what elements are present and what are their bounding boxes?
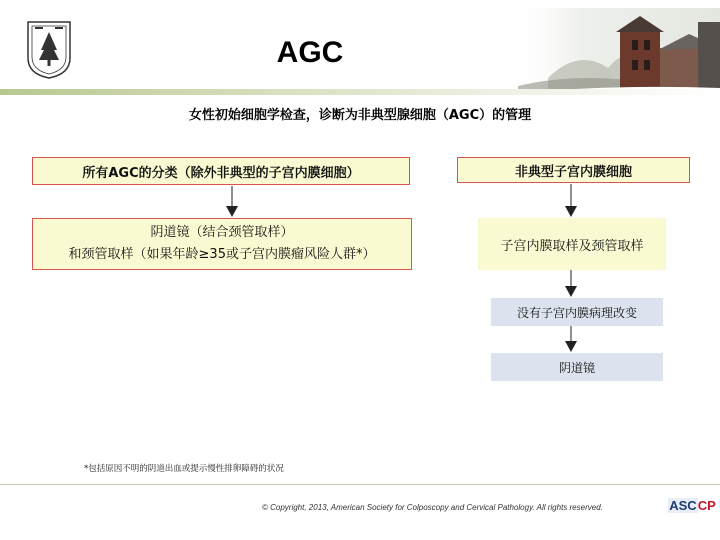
arrow-down-icon [224, 186, 240, 218]
arrow-down-icon [563, 270, 579, 298]
logo-part-1: ASC [669, 497, 697, 513]
footer-divider [0, 484, 720, 485]
arrow-down-icon [563, 184, 579, 218]
left-category-box: 所有AGC的分类（除外非典型的子宫内膜细胞） [32, 157, 410, 185]
right-category-box: 非典型子宫内膜细胞 [457, 157, 690, 183]
tower-photo [508, 8, 720, 94]
copyright-text: © Copyright, 2013, American Society for Colposcopy and Cervical Pathology. All rights reserved. [262, 503, 603, 512]
asccp-logo [668, 496, 716, 514]
left-step-box [32, 218, 412, 270]
arrow-down-icon [563, 326, 579, 353]
diagram-subtitle: 女性初始细胞学检查，诊断为非典型腺细胞（AGC）的管理 [188, 108, 532, 123]
right-step2-box: 没有子宫内膜病理改变 [491, 298, 663, 326]
right-step1-box: 子宫内膜取样及颈管取样 [478, 218, 666, 270]
right-step3-box: 阴道镜 [491, 353, 663, 381]
left-step-line2: 和颈管取样（如果年龄≥35或子宫内膜瘤风险人群*） [68, 247, 376, 262]
logo-part-2: CP [697, 497, 716, 513]
footnote: *包括原因不明的阴道出血或提示慢性排卵障碍的状况 [84, 464, 284, 474]
left-step-line1: 阴道镜（结合颈管取样） [150, 225, 294, 240]
slide-title: AGC [276, 36, 344, 69]
header-accent-band [0, 89, 720, 95]
